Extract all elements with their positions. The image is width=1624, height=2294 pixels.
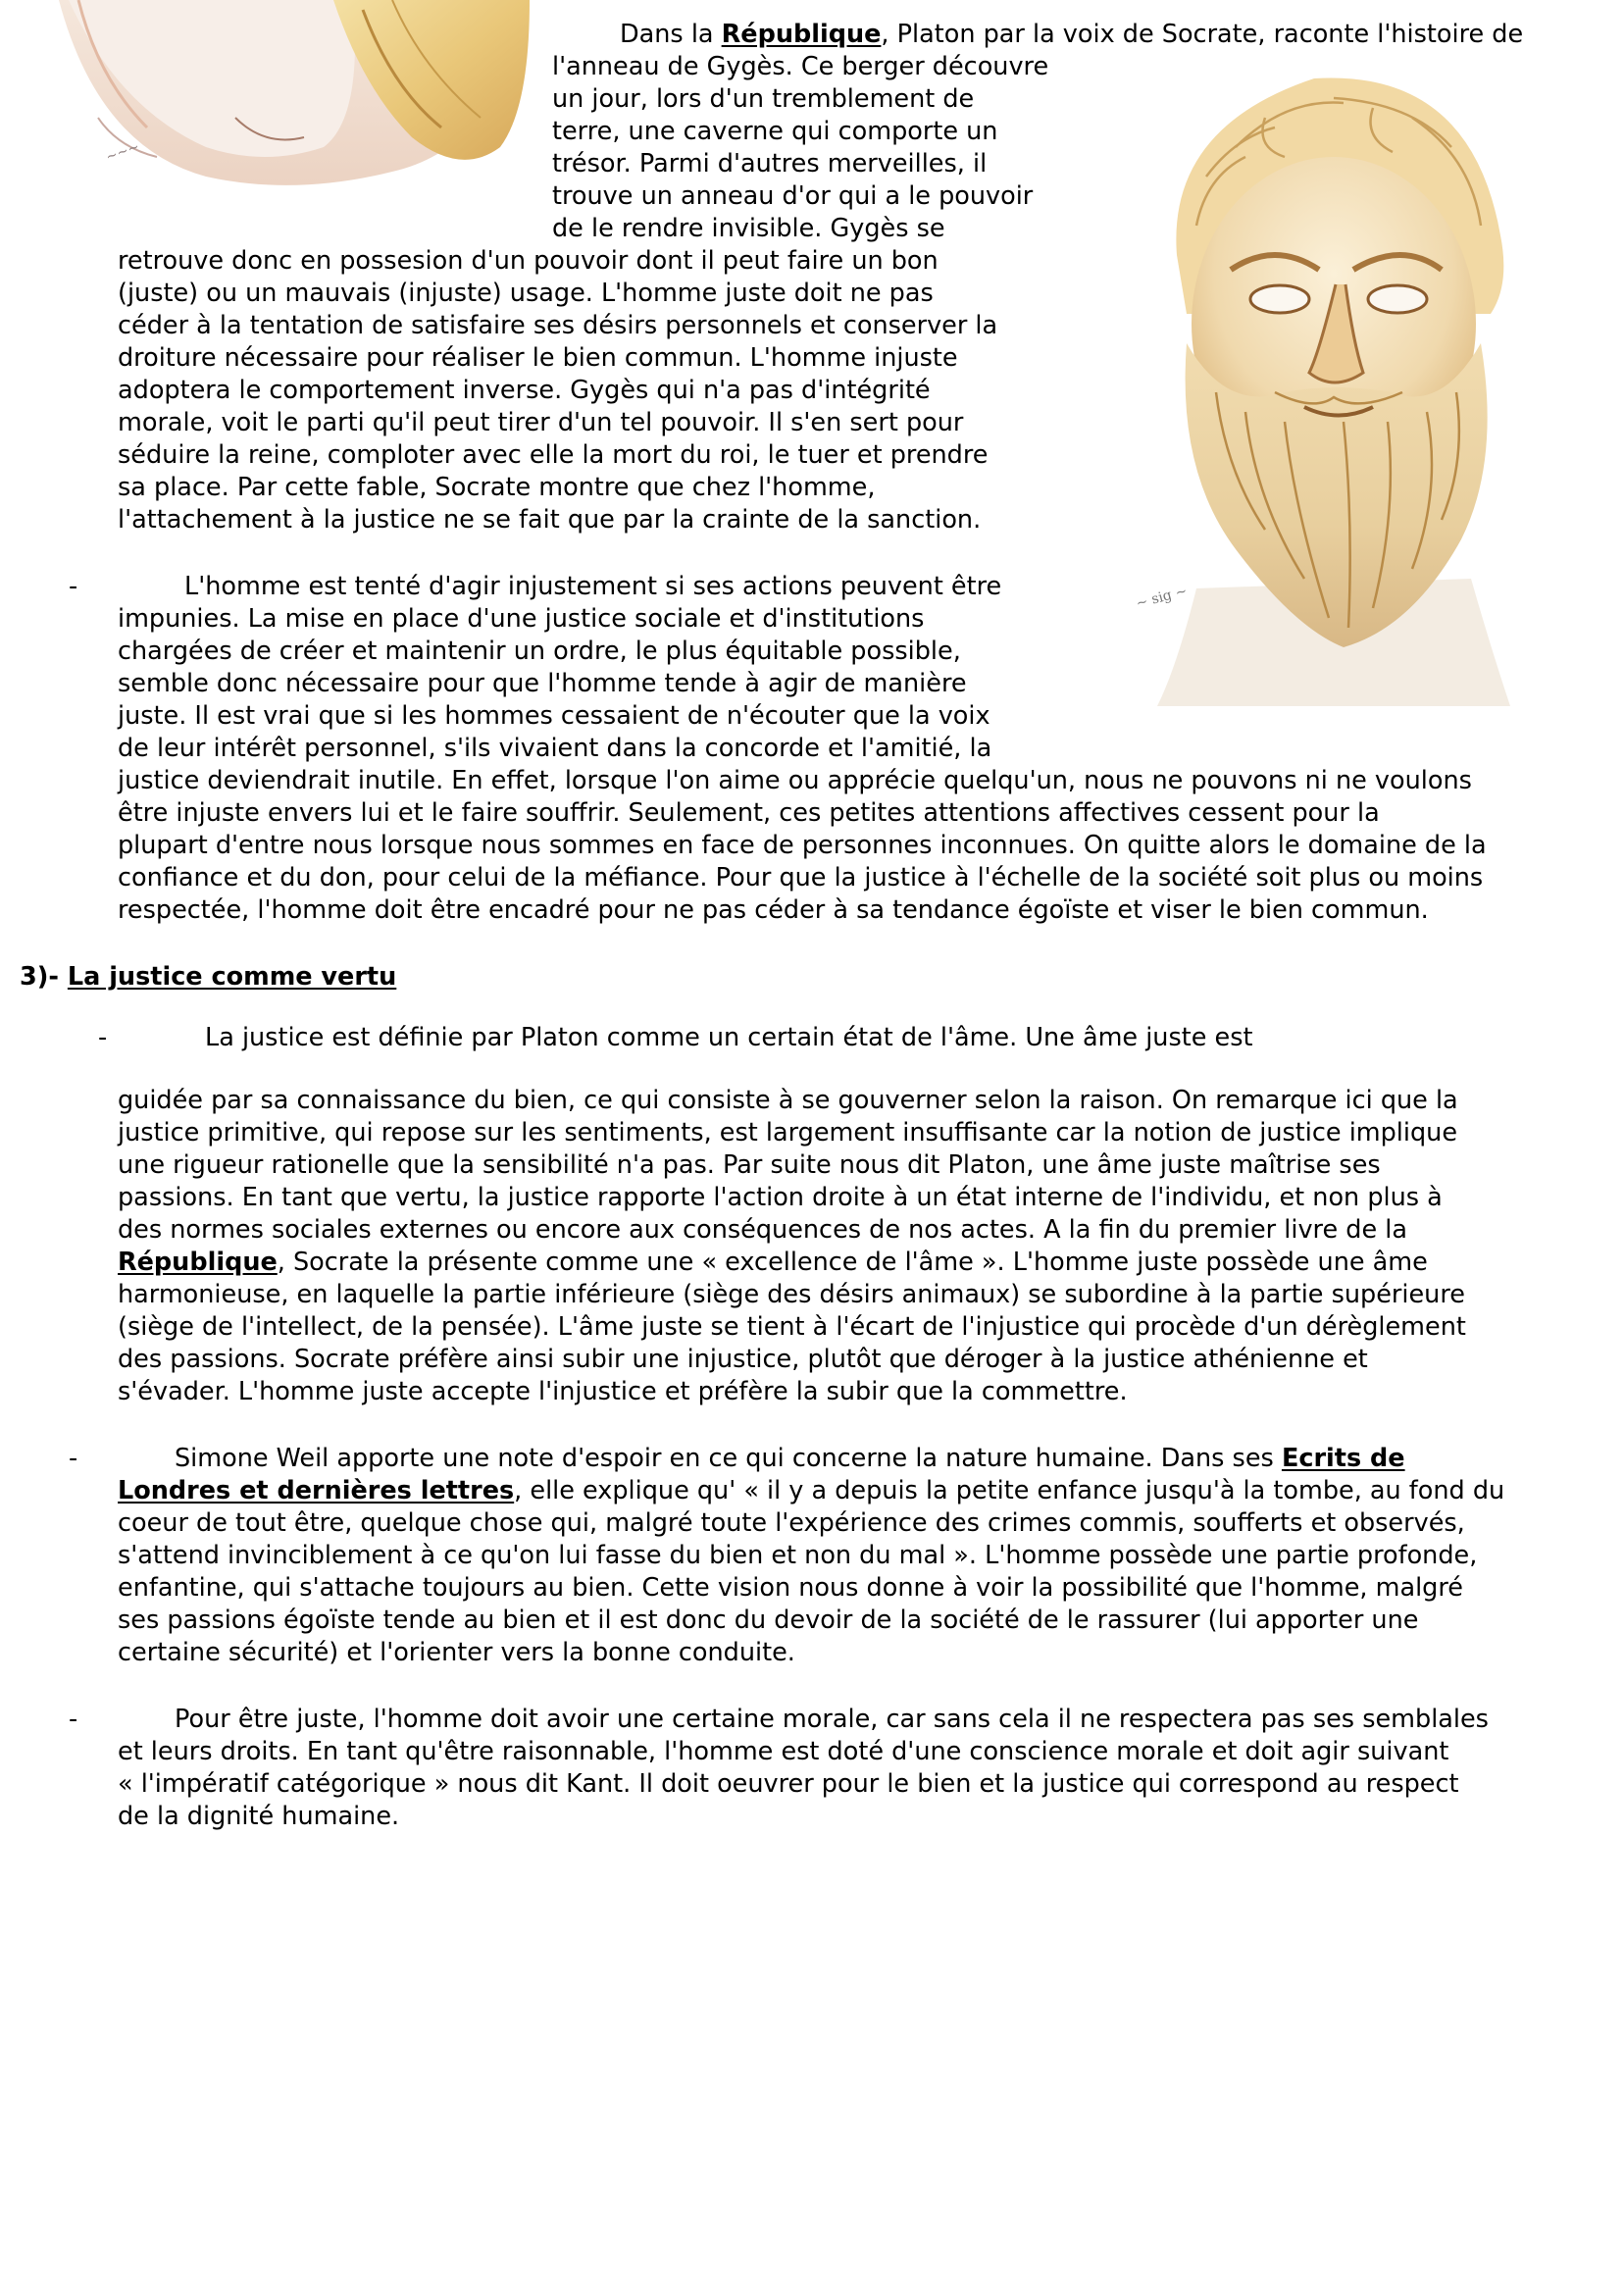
text-line: des passions. Socrate préfère ainsi subir une injustice, plutôt que déroger à la justice athénienne et: [118, 1345, 1368, 1374]
text-line: un jour, lors d'un tremblement de: [552, 84, 975, 114]
text-line: adoptera le comportement inverse. Gygès qui n'a pas d'intégrité: [118, 376, 931, 405]
text-line: harmonieuse, en laquelle la partie inférieure (siège des désirs animaux) se subordine à la partie supérieure: [118, 1280, 1465, 1309]
text-line: justice deviendrait inutile. En effet, lorsque l'on aime ou apprécie quelqu'un, nous ne pouvons ni ne voulons: [118, 766, 1472, 795]
list-dash: -: [69, 1705, 78, 1734]
plato-portrait-illustration: [1118, 59, 1549, 726]
text-line: Simone Weil apporte une note d'espoir en ce qui concerne la nature humaine. Dans ses Ecrits de: [175, 1444, 1405, 1473]
text-line: coeur de tout être, quelque chose qui, malgré toute l'expérience des crimes commis, soufferts et observés,: [118, 1508, 1465, 1538]
section-heading: 3)- La justice comme vertu: [20, 962, 397, 992]
text-line: Dans la République, Platon par la voix de Socrate, raconte l'histoire de: [620, 20, 1524, 49]
svg-text:~ sig ~: ~ sig ~: [1134, 583, 1190, 612]
text-line: céder à la tentation de satisfaire ses désirs personnels et conserver la: [118, 311, 998, 340]
text-line: terre, une caverne qui comporte un: [552, 117, 998, 146]
svg-text:~~~: ~~~: [103, 138, 142, 166]
text-line: plupart d'entre nous lorsque nous sommes en face de personnes inconnues. On quitte alors le domaine de la: [118, 831, 1487, 860]
text-line: retrouve donc en possesion d'un pouvoir dont il peut faire un bon: [118, 246, 939, 276]
text-line: « l'impératif catégorique » nous dit Kant. Il doit oeuvrer pour le bien et la justice qui correspond au respect: [118, 1769, 1459, 1799]
text-line: juste. Il est vrai que si les hommes cessaient de n'écouter que la voix: [118, 701, 990, 731]
text-line: Pour être juste, l'homme doit avoir une certaine morale, car sans cela il ne respectera pas ses semblales: [175, 1705, 1489, 1734]
text-line: des normes sociales externes ou encore aux conséquences de nos actes. A la fin du premier livre de la: [118, 1215, 1407, 1245]
text-line: de la dignité humaine.: [118, 1802, 400, 1831]
list-dash: -: [98, 1023, 108, 1052]
list-dash: -: [69, 572, 78, 601]
text-line: une rigueur rationelle que la sensibilité n'a pas. Par suite nous dit Platon, une âme juste maîtrise ses: [118, 1150, 1381, 1180]
text-line: trouve un anneau d'or qui a le pouvoir: [552, 181, 1034, 211]
text-line: respectée, l'homme doit être encadré pour ne pas céder à sa tendance égoïste et viser le bien commun.: [118, 895, 1429, 925]
text-line: chargées de créer et maintenir un ordre, le plus équitable possible,: [118, 637, 961, 666]
text-line: droiture nécessaire pour réaliser le bien commun. L'homme injuste: [118, 343, 958, 373]
text-line: Londres et dernières lettres, elle explique qu' « il y a depuis la petite enfance jusqu'à la tombe, au fond du: [118, 1476, 1505, 1505]
text-line: semble donc nécessaire pour que l'homme tende à agir de manière: [118, 669, 967, 698]
text-line: s'évader. L'homme juste accepte l'injustice et préfère la subir que la commettre.: [118, 1377, 1128, 1406]
text-line: République, Socrate la présente comme une « excellence de l'âme ». L'homme juste possède une âme: [118, 1248, 1428, 1277]
text-line: enfantine, qui s'attache toujours au bien. Cette vision nous donne à voir la possibilité que l'homme, malgré: [118, 1573, 1463, 1603]
text-line: certaine sécurité) et l'orienter vers la bonne conduite.: [118, 1638, 795, 1667]
book-title-ecrits: Ecrits de: [1281, 1444, 1405, 1473]
text-line: impunies. La mise en place d'une justice sociale et d'institutions: [118, 604, 925, 634]
text-line: de leur intérêt personnel, s'ils vivaient dans la concorde et l'amitié, la: [118, 734, 992, 763]
text-line: de le rendre invisible. Gygès se: [552, 214, 945, 243]
text-line: l'anneau de Gygès. Ce berger découvre: [552, 52, 1049, 81]
text-line: l'attachement à la justice ne se fait que par la crainte de la sanction.: [118, 505, 982, 535]
text-line: (siège de l'intellect, de la pensée). L'âme juste se tient à l'écart de l'injustice qui procède d'un dérèglement: [118, 1312, 1466, 1342]
list-dash: -: [69, 1444, 78, 1473]
text-line: séduire la reine, comploter avec elle la mort du roi, le tuer et prendre: [118, 440, 989, 470]
text-line: L'homme est tenté d'agir injustement si ses actions peuvent être: [184, 572, 1002, 601]
text-line: ses passions égoïste tende au bien et il est donc du devoir de la société de le rassurer (lui apporter une: [118, 1606, 1419, 1635]
text-line: justice primitive, qui repose sur les sentiments, est largement insuffisante car la notion de justice implique: [118, 1118, 1458, 1147]
text-line: être injuste envers lui et le faire souffrir. Seulement, ces petites attentions affectives cessent pour la: [118, 798, 1380, 828]
text-line: confiance et du don, pour celui de la méfiance. Pour que la justice à l'échelle de la société soit plus ou moins: [118, 863, 1484, 892]
text-line: passions. En tant que vertu, la justice rapporte l'action droite à un état interne de l'individu, et non plus à: [118, 1183, 1443, 1212]
text-line: et leurs droits. En tant qu'être raisonnable, l'homme est doté d'une conscience morale et doit agir suivant: [118, 1737, 1449, 1766]
book-title-ecrits: Londres et dernières lettres: [118, 1476, 515, 1505]
book-title-republique: République: [721, 20, 882, 49]
text-line: (juste) ou un mauvais (injuste) usage. L'homme juste doit ne pas: [118, 279, 934, 308]
text-line: trésor. Parmi d'autres merveilles, il: [552, 149, 988, 178]
book-title-republique: République: [118, 1248, 278, 1277]
text-line: guidée par sa connaissance du bien, ce qui consiste à se gouverner selon la raison. On remarque ici que la: [118, 1086, 1458, 1115]
text-line: morale, voit le parti qu'il peut tirer d'un tel pouvoir. Il s'en sert pour: [118, 408, 964, 437]
text-line: La justice est définie par Platon comme un certain état de l'âme. Une âme juste est: [205, 1023, 1253, 1052]
text-line: s'attend invinciblement à ce qu'on lui fasse du bien et non du mal ». L'homme possède une partie profonde,: [118, 1541, 1478, 1570]
top-left-illustration: [39, 0, 539, 196]
text-line: sa place. Par cette fable, Socrate montre que chez l'homme,: [118, 473, 876, 502]
